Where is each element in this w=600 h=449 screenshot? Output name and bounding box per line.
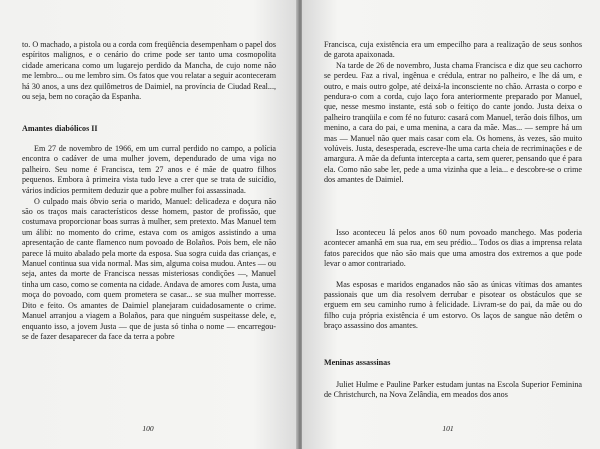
paragraph: O culpado mais óbvio seria o marido, Manuel: delicadeza e doçura não são os traços mais característicos desse homem, pastor de profissão, que costumava proporcionar boas surras à mulher, sem pretexto. Mas Manuel tem um álibi: no momento do crime, estava com os amigos assistindo a uma apresentação de cante flamenco num povoado de Bolaños. Pois bem, ele não parece lá muito abalado pela morte da esposa. Sua sogra cuida das crianças, e Manuel continua sua vida normal. Mas sim, alguma coisa mudou. Antes — ou seja, antes da morte de Francisca nessas misteriosas condições —, Manuel tinha um caso, como se comenta na cidade. Andava de amores com Justa, uma moça do povoado, com quem prometera se casar... se sua mulher morresse. Dito e feito. Os amantes de Daimiel planejaram cuidadosamente o crime. Manuel arranjou a viagem a Bolaños, para que ninguém suspeitasse dele, e, enquanto isso, a jovem Justa — que de justa só tinha o nome — encarregou-se de fazer desaparecer da face da terra a pobre	[22, 196, 276, 341]
left-text-block	[22, 40, 276, 102]
page-number-right: 101	[442, 424, 454, 433]
left-body	[22, 144, 276, 342]
right-page	[302, 0, 600, 449]
paragraph: Na tarde de 26 de novembro, Justa chama Francisca e diz que seu cachorro se perdeu. Faz a rival, ingênua e crédula, entrar no palheiro, e lhe dá um, e outro, e mais outro golpe, até deixá-la inconsciente no chão. Arrasta o corpo e pendura-o com a corda, cujo laço fora anteriormente preparado por Manuel, que, nesse mesmo instante, está sob o feitiço do cante jondo. Justa deixa o palheiro tranqüila e com fé no futuro: casará com Manuel, terão dois filhos, um menino, a cara do pai, e uma menina, a cara da mãe. Mas... — sempre há um mas — Manuel não quer mais casar com ela. Os homens, às vezes, são muito volúveis. Justa, desesperada, escreve-lhe uma carta cheia de recriminações e de amargura. A mãe da defunta intercepta a carta, sem querer, pensando que é para ela. Como não sabe ler, pede a uma vizinha que a leia... e descobre-se o crime dos amantes de Daimiel.	[324, 60, 582, 185]
section-heading-amantes-diabolicos: Amantes diabólicos II	[22, 124, 98, 133]
paragraph-continued: Francisca, cuja existência era um empecilho para a realização de seus sonhos de garota apaixonada.	[324, 40, 582, 60]
paragraph-continued: to. O machado, a pistola ou a corda com freqüência desempenham o papel dos espíritos malignos, e o cenário do crime pode ser tanto uma cosmopolita cidade americana como um lugarejo perdido da Mancha, de cujo nome não me lembro... ou me lembro sim. Os fatos que vou relatar a seguir aconteceram há 30 anos, a uns dez quilômetros de Daimiel, na província de Ciudad Real..., ou seja, bem no coração da Espanha.	[22, 40, 276, 102]
right-text-block	[324, 40, 582, 186]
page-number-left: 100	[142, 424, 154, 433]
section-heading-meninas-assassinas: Meninas assassinas	[324, 358, 391, 367]
paragraph: Juliet Hulme e Pauline Parker estudam juntas na Escola Superior Feminina de Christchurch, na Nova Zelândia, em meados dos anos	[324, 380, 582, 400]
paragraph: Mas esposas e maridos enganados não são as únicas vítimas dos amantes passionais que um dia resolvem derrubar e pisotear os obstáculos que se erguem em seu caminho rumo à felicidade. Livram-se do pai, da mãe ou do filho cuja própria existência é um estorvo. Os laços de sangue não detêm o braço assassino dos amantes.	[324, 279, 582, 331]
right-body-2	[324, 380, 582, 401]
paragraph: Isso aconteceu lá pelos anos 60 num povoado manchego. Mas poderia acontecer amanhã em sua rua, em seu prédio... Todos os dias a imprensa relata fatos parecidos que não são mais que uma amostra dos extremos a que pode levar o amor contrariado.	[324, 228, 582, 269]
paragraph: Em 27 de novembro de 1966, em um curral perdido no campo, a polícia encontra o cadáver de uma mulher jovem, dependurado de uma viga no palheiro. Seu nome é Francisca, tem 27 anos e é mãe de quatro filhos pequenos. Embora à primeira vista tudo leve a crer que se trata de suicídio, vários indícios permitem deduzir que a pobre mulher foi assassinada.	[22, 144, 276, 195]
right-body	[324, 228, 582, 332]
left-page	[0, 0, 298, 449]
